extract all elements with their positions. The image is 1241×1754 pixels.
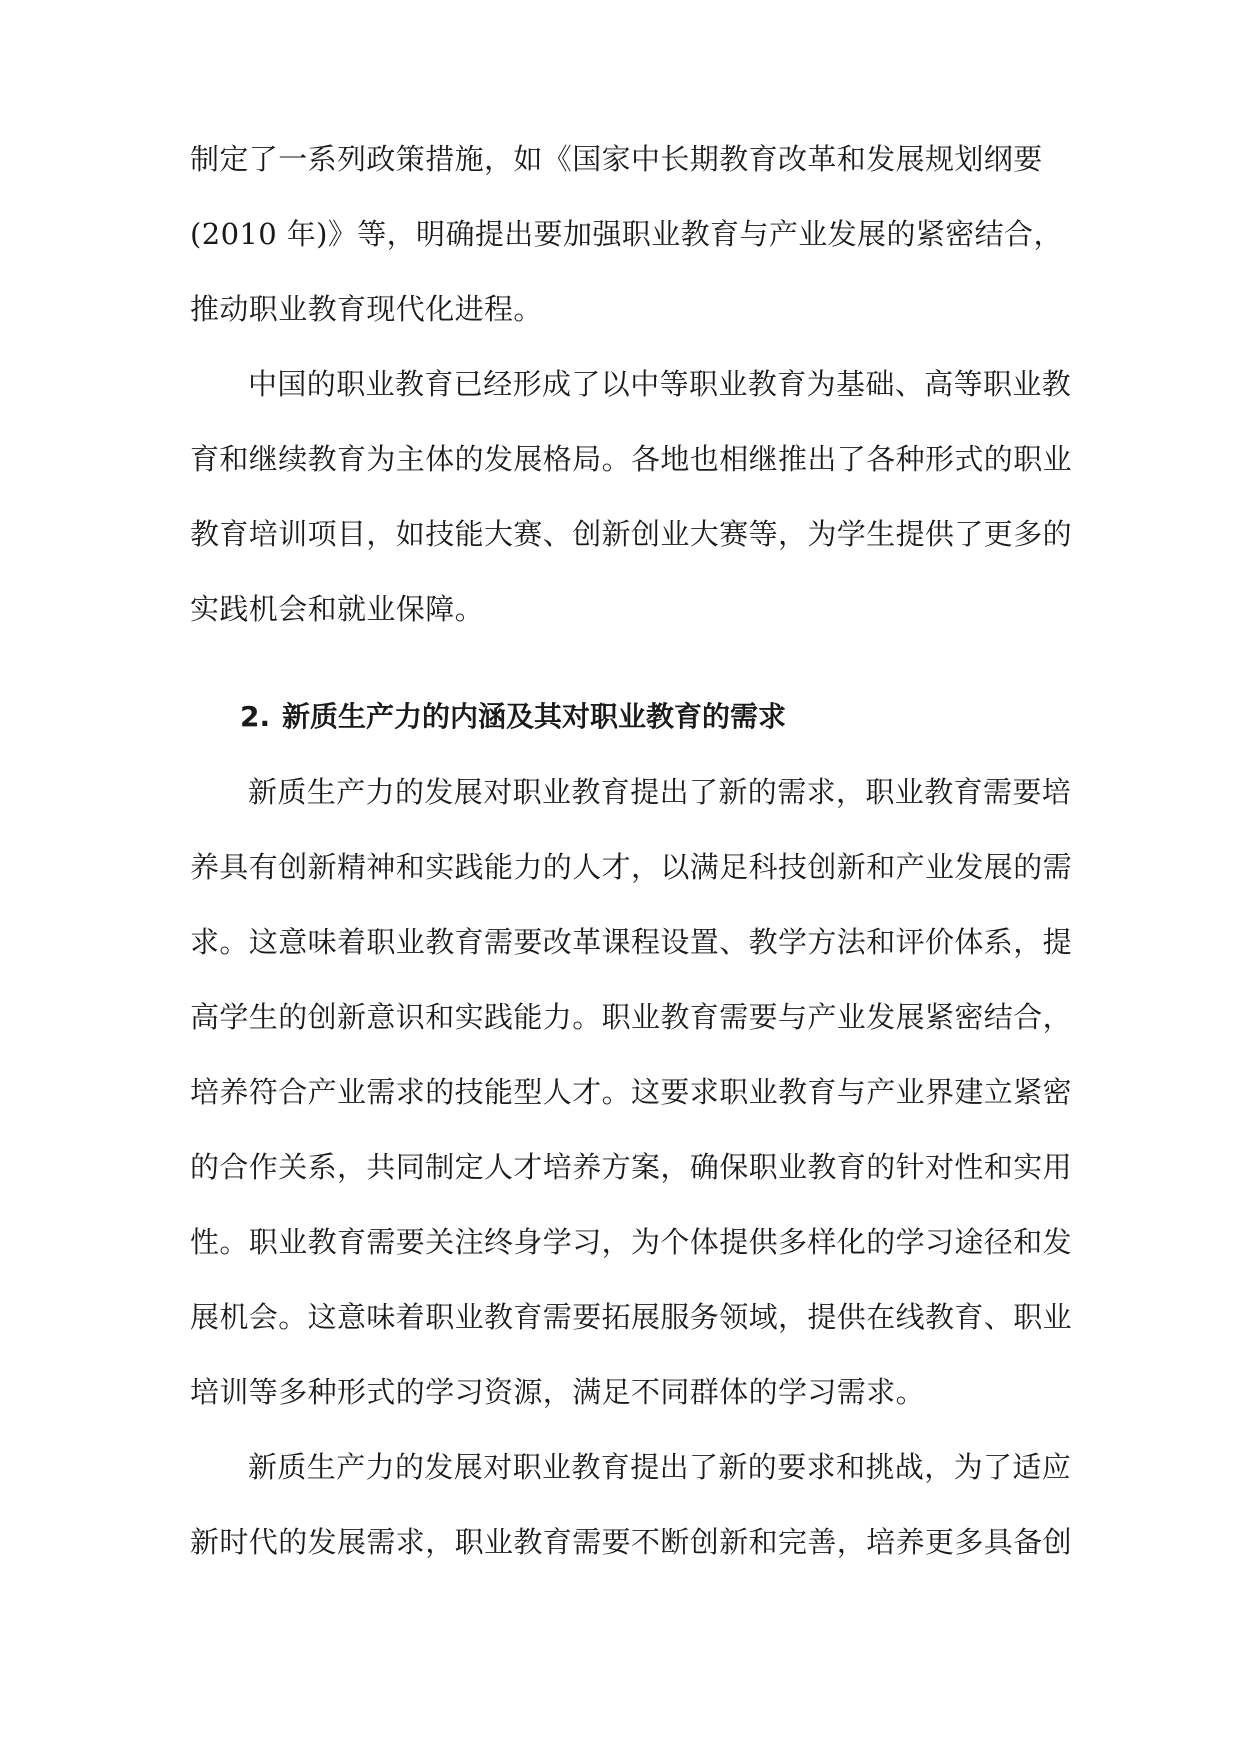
document-page — [190, 140, 1073, 1598]
text-line: 育和继续教育为主体的发展格局。各地也相继推出了各种形式的职业 — [190, 442, 1073, 476]
text-line: (2010 年)》等，明确提出要加强职业教育与产业发展的紧密结合， — [190, 217, 1063, 251]
text-line: 养具有创新精神和实践能力的人才，以满足科技创新和产业发展的需 — [190, 850, 1073, 884]
text-line: 教育培训项目，如技能大赛、创新创业大赛等，为学生提供了更多的 — [190, 517, 1073, 551]
text-line: 新质生产力的发展对职业教育提出了新的需求，职业教育需要培 — [248, 775, 1072, 809]
paragraph-china-vocational — [190, 365, 1073, 665]
text-line: 新时代的发展需求，职业教育需要不断创新和完善，培养更多具备创 — [190, 1525, 1073, 1559]
paragraph-challenges — [190, 1448, 1073, 1598]
text-line: 培养符合产业需求的技能型人才。这要求职业教育与产业界建立紧密 — [190, 1075, 1073, 1109]
text-line: 求。这意味着职业教育需要改革课程设置、教学方法和评价体系，提 — [190, 925, 1073, 959]
text-line: 实践机会和就业保障。 — [190, 592, 485, 626]
paragraph-new-demands — [190, 773, 1073, 1448]
text-line: 的合作关系，共同制定人才培养方案，确保职业教育的针对性和实用 — [190, 1150, 1073, 1184]
text-line: 新质生产力的发展对职业教育提出了新的要求和挑战，为了适应 — [248, 1450, 1072, 1484]
text-line: 制定了一系列政策措施，如《国家中长期教育改革和发展规划纲要 — [190, 142, 1043, 176]
text-line: 培训等多种形式的学习资源，满足不同群体的学习需求。 — [190, 1375, 926, 1409]
text-line: 展机会。这意味着职业教育需要拓展服务领域，提供在线教育、职业 — [190, 1300, 1073, 1334]
text-line: 性。职业教育需要关注终身学习，为个体提供多样化的学习途径和发 — [190, 1225, 1073, 1259]
text-line: 中国的职业教育已经形成了以中等职业教育为基础、高等职业教 — [248, 367, 1072, 401]
section-number: 2. — [240, 700, 271, 733]
section-title: 新质生产力的内涵及其对职业教育的需求 — [282, 700, 787, 733]
text-line: 高学生的创新意识和实践能力。职业教育需要与产业发展紧密结合， — [190, 1000, 1073, 1034]
paragraph-policy — [190, 140, 1063, 365]
section-heading — [190, 698, 1060, 773]
text-line: 推动职业教育现代化进程。 — [190, 292, 543, 326]
